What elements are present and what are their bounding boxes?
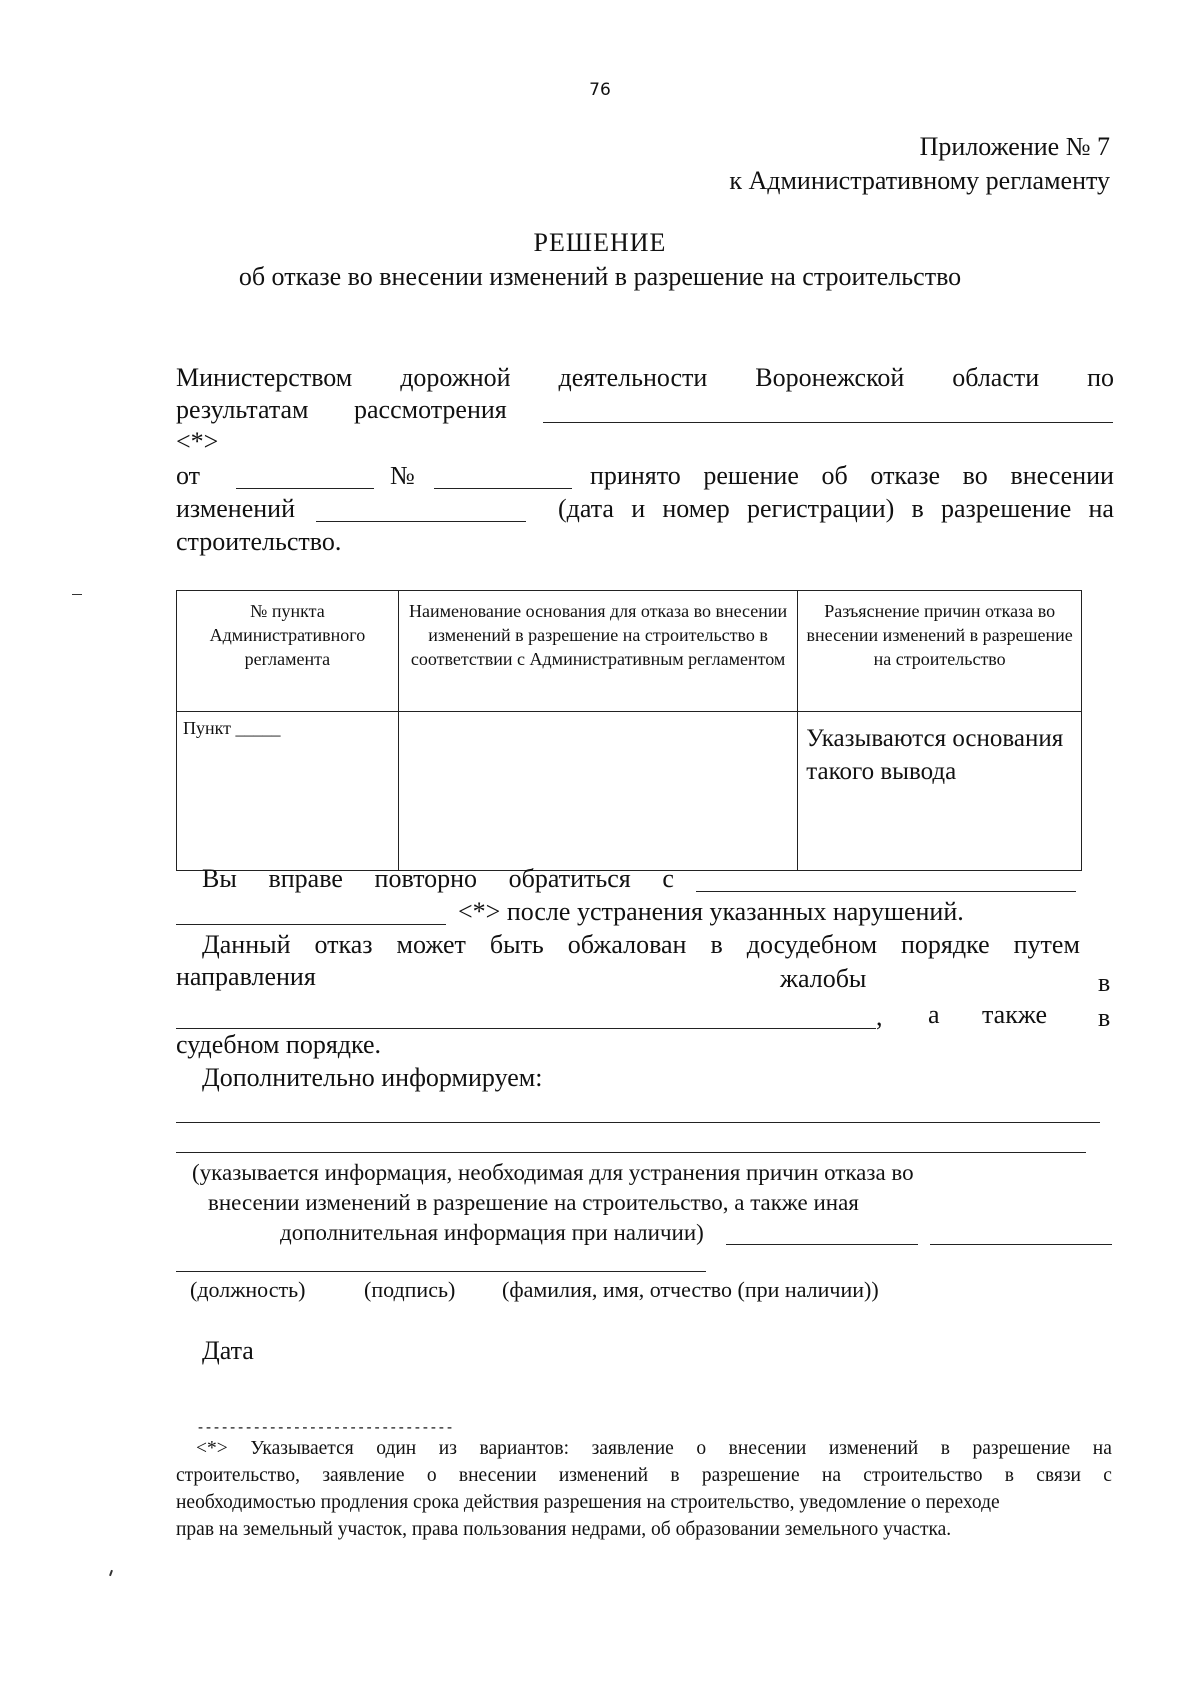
footnote-separator: -------------------------------- (196, 1418, 453, 1436)
word: в (940, 1438, 950, 1459)
hint-line-3: дополнительная информация при наличии) (280, 1220, 704, 1245)
table-header-cell: Наименование основания для отказа во внесении изменений в разрешение на строительство в соответствии с Административным регламентом (398, 591, 797, 712)
word: во (962, 461, 988, 490)
appeal-line-1 (202, 864, 674, 894)
intro-line-1 (176, 363, 1114, 393)
word: Данный (202, 930, 291, 959)
word: быть (489, 930, 544, 959)
table-cell-ground (398, 712, 797, 871)
word: разрешение (972, 1438, 1071, 1459)
word: разрешение (701, 1465, 800, 1486)
word: об (821, 461, 848, 490)
intro-number-sign: № (390, 461, 415, 490)
footnote-line-1 (196, 1436, 1112, 1462)
intro-line-5-start: изменений (176, 494, 296, 523)
word: Министерством (176, 363, 353, 392)
word: путем (1013, 930, 1080, 959)
fill-line-review-subject (543, 422, 1113, 423)
fill-line-hint-1 (726, 1244, 918, 1245)
word: Вы (202, 864, 237, 893)
word: обратиться (508, 864, 631, 893)
word: в (710, 930, 723, 959)
page-number: 76 (589, 80, 611, 100)
word: строительство (863, 1465, 983, 1486)
intro-line-6: строительство. (176, 527, 342, 556)
footnote-line-3: необходимостью продления срока действия разрешения на строительство, уведомление о переходе (176, 1492, 1000, 1513)
word: номер (662, 494, 730, 523)
signature-sign-label: (подпись) (364, 1277, 456, 1302)
word: изменений (558, 1465, 649, 1486)
complaint-line-2-c: в (1098, 968, 1111, 997)
complaint-line-4: судебном порядке. (176, 1030, 382, 1059)
word: внесении (1010, 461, 1114, 490)
fill-line-permit (316, 521, 526, 522)
word: порядке (901, 930, 990, 959)
word: Воронежской (755, 363, 905, 392)
word: с (1103, 1465, 1112, 1486)
scan-mark (109, 1570, 113, 1576)
intro-line-5-words (558, 494, 1114, 524)
word: вариантов: (479, 1438, 570, 1459)
word: регистрации) (746, 494, 895, 523)
intro-footnote-mark: <*> (176, 427, 219, 456)
footnote-line-2 (176, 1463, 1112, 1489)
word: деятельности (558, 363, 708, 392)
table-header-cell: № пункта Административного регламента (177, 591, 399, 712)
word: в (670, 1465, 680, 1486)
word: <*> (196, 1438, 228, 1459)
fill-line-additional-2 (176, 1152, 1086, 1153)
complaint-comma: , (876, 1002, 883, 1031)
word: заявление (322, 1465, 405, 1486)
intro-ot: от (176, 461, 201, 490)
table-cell-paragraph: Пункт _____ (177, 712, 399, 871)
table-cell-explanation: Указываются основания такого вывода (798, 712, 1082, 871)
complaint-line-2-a: направления (176, 962, 316, 991)
word: отказе (870, 461, 941, 490)
word: (дата (558, 494, 614, 523)
intro-line-2-a: результатам (176, 395, 309, 424)
complaint-line-3-a: а (928, 1000, 940, 1029)
table-header-cell: Разъяснение причин отказа во внесении изменений в разрешение на строительство (798, 591, 1082, 712)
word: внесении (458, 1465, 537, 1486)
intro-line-2-b: рассмотрения (354, 395, 507, 424)
fill-line-additional-1 (176, 1122, 1100, 1123)
word: принято (590, 461, 681, 490)
word: повторно (374, 864, 478, 893)
word: на (821, 1465, 841, 1486)
word: в (1004, 1465, 1014, 1486)
additional-info-label: Дополнительно информируем: (202, 1063, 543, 1092)
document-title: РЕШЕНИЕ (533, 228, 667, 257)
word: из (438, 1438, 457, 1459)
hint-line-1: (указывается информация, необходимая для устранения причин отказа во (192, 1160, 914, 1185)
word: по (1087, 363, 1114, 392)
word: области (952, 363, 1040, 392)
word: о (426, 1465, 437, 1486)
table-header-row (177, 591, 1082, 712)
word: обжалован (567, 930, 687, 959)
complaint-line-3-b: также (982, 1000, 1048, 1029)
word: отказ (314, 930, 373, 959)
word: решение (703, 461, 799, 490)
word: один (376, 1438, 417, 1459)
word: на (1088, 494, 1114, 523)
word: разрешение (940, 494, 1072, 523)
fill-line-reapply-2 (176, 924, 446, 925)
fill-line-signature (176, 1271, 706, 1272)
fill-line-complaint-body (176, 1028, 876, 1029)
word: внесении (728, 1438, 807, 1459)
word: вправе (268, 864, 343, 893)
word: о (696, 1438, 707, 1459)
word: дорожной (400, 363, 511, 392)
date-label: Дата (202, 1336, 254, 1365)
fill-line-reapply (696, 891, 1076, 892)
signature-position-label: (должность) (190, 1277, 306, 1302)
complaint-line-2-b: жалобы (780, 964, 867, 993)
word: и (631, 494, 646, 523)
word: может (396, 930, 466, 959)
document-subtitle: об отказе во внесении изменений в разрешение на строительство (238, 262, 962, 291)
intro-line-4-words (590, 461, 1114, 491)
word: Указывается (250, 1438, 354, 1459)
appendix-line-1: Приложение № 7 (919, 132, 1110, 161)
footnote-line-4: прав на земельный участок, права пользования недрами, об образовании земельного участка. (176, 1519, 952, 1540)
scan-mark (72, 594, 82, 595)
word: строительство, (176, 1465, 301, 1486)
word: досудебном (746, 930, 878, 959)
word: с (662, 864, 674, 893)
fill-line-date (236, 488, 374, 489)
word: заявление (591, 1438, 674, 1459)
word: изменений (828, 1438, 919, 1459)
table-row (177, 712, 1082, 871)
fill-line-hint-2 (930, 1244, 1112, 1245)
refusal-grounds-table (176, 590, 1082, 871)
word: в (911, 494, 924, 523)
word: связи (1036, 1465, 1081, 1486)
complaint-line-1 (202, 930, 1080, 960)
appendix-reference (729, 130, 1110, 198)
complaint-line-3-c: в (1098, 1003, 1111, 1032)
signature-name-label: (фамилия, имя, отчество (при наличии)) (502, 1277, 879, 1302)
fill-line-number (434, 488, 572, 489)
hint-line-2: внесении изменений в разрешение на строительство, а также иная (208, 1190, 859, 1215)
appeal-line-2: <*> после устранения указанных нарушений. (458, 897, 964, 926)
appendix-line-2: к Административному регламенту (729, 166, 1110, 195)
word: на (1092, 1438, 1112, 1459)
